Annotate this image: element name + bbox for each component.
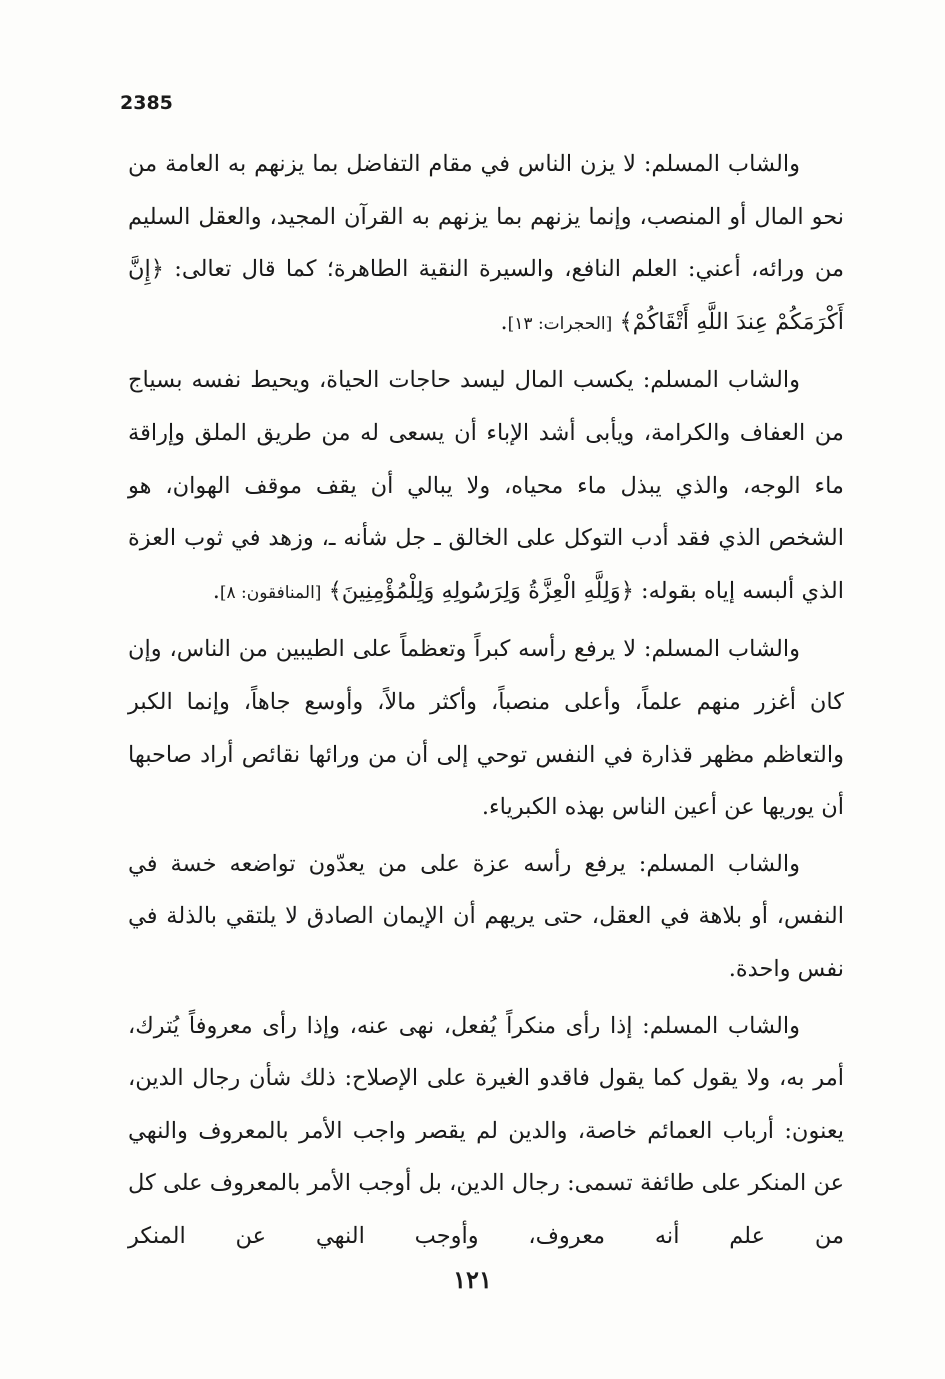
body-text xyxy=(128,138,844,1266)
page-number-top: 2385 xyxy=(120,92,173,114)
sentence-end: . xyxy=(500,308,508,335)
paragraph-text: والشاب المسلم: لا يرفع رأسه كبراً وتعظماً على الطيبين من الناس، وإن كان أغزر منهم علماً، وأعلى منصباً، وأكثر مالاً، وأوسع جاهاً، وإنما الكبر والتعاظم مظهر قذارة في النفس توحي إلى أن من ورائها نقائص أراد صاحبها أن يوريها عن أعين الناس بهذه الكبرياء. xyxy=(128,636,844,821)
quran-verse: ﴿إِنَّ أَكْرَمَكُمْ عِندَ اللَّهِ أَتْقَاكُمْ﴾ xyxy=(128,256,844,335)
paragraph-1 xyxy=(128,138,844,350)
paragraph-text: والشاب المسلم: لا يزن الناس في مقام التفاضل بما يزنهم به العامة من نحو المال أو المنصب، وإنما يزنهم بما يزنهم به القرآن المجيد، والعقل السليم من ورائه، أعني: العلم النافع، والسيرة النقية الطاهرة؛ كما قال تعالى: xyxy=(128,151,845,283)
paragraph-3 xyxy=(128,623,844,833)
sentence-end: . xyxy=(212,577,220,604)
paragraph-5 xyxy=(128,1000,844,1263)
paragraph-text: والشاب المسلم: يكسب المال ليسد حاجات الحياة، ويحيط نفسه بسياج من العفاف والكرامة، ويأبى أشد الإباء أن يسعى له من طريق الملق وإراقة ماء الوجه، والذي يبذل ماء محياه، ولا يبالي أن يقف موقف الهوان، هو الشخص الذي فقد أدب التوكل على الخالق ـ جل شأنه ـ، وزهد في ثوب العزة الذي ألبسه إياه بقوله: xyxy=(128,367,844,604)
quran-verse: ﴿وَلِلَّهِ الْعِزَّةُ وَلِرَسُولِهِ وَلِلْمُؤْمِنِينَ﴾ xyxy=(328,577,634,604)
verse-citation: [المنافقون: ٨] xyxy=(219,582,322,603)
paragraph-2 xyxy=(128,354,844,619)
paragraph-text: والشاب المسلم: يرفع رأسه عزة على من يعدّون تواضعه خسة في النفس، أو بلاهة في العقل، حتى يريهم أن الإيمان الصادق لا يلتقي بالذلة في نفس واحدة. xyxy=(128,850,844,982)
page-number-bottom: ١٢١ xyxy=(453,1265,492,1294)
paragraph-4 xyxy=(128,838,844,996)
verse-citation: [الحجرات: ١٣] xyxy=(507,313,613,334)
paragraph-text: والشاب المسلم: إذا رأى منكراً يُفعل، نهى عنه، وإذا رأى معروفاً يُترك، أمر به، ولا يقول كما يقول فاقدو الغيرة على الإصلاح: ذلك شأن رجال الدين، يعنون: أرباب العمائم خاصة، والدين لم يقصر واجب الأمر بالمعروف والنهي عن المنكر على طائفة تسمى: رجال الدين، بل أوجب الأمر بالمعروف على كل من علم أنه معروف، وأوجب النهي عن المنكر xyxy=(128,1012,844,1249)
